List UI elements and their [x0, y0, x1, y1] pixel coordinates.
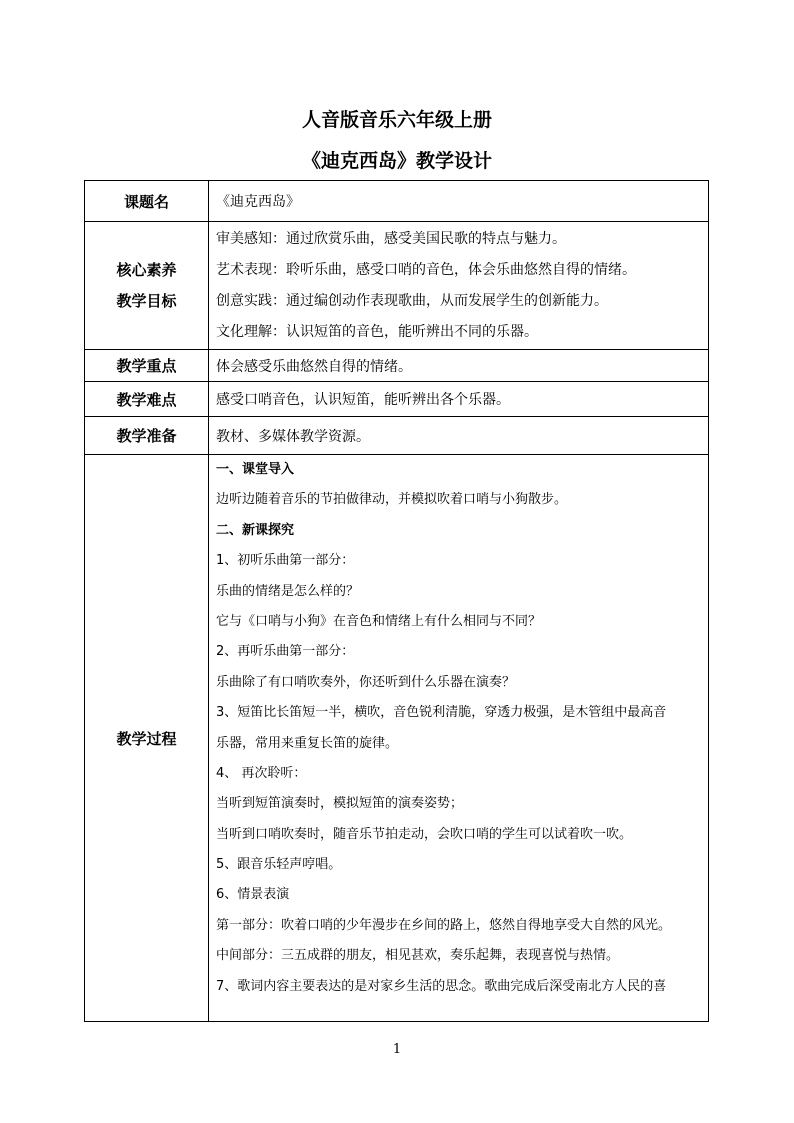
- lesson-plan-table: [84, 180, 709, 1022]
- process-line: 2、再听乐曲第一部分：: [216, 644, 355, 660]
- page-number: 1: [392, 1042, 402, 1057]
- goal-item: 创意实践：通过编创动作表现歌曲，从而发展学生的创新能力。: [216, 292, 608, 309]
- table-row-process: [85, 455, 709, 1022]
- table-row-topic: [85, 181, 709, 222]
- section-heading: 二、新课探究: [216, 522, 295, 538]
- goals-label-line2: 教学目标: [116, 291, 177, 310]
- goal-item: 审美感知：通过欣赏乐曲，感受美国民歌的特点与魅力。: [216, 230, 566, 247]
- process-line: 边听边随着音乐的节拍做律动，并模拟吹着口哨与小狗散步。: [216, 492, 568, 508]
- preparation-label: 教学准备: [85, 417, 209, 455]
- table-row-key-points: [85, 350, 709, 382]
- topic-value: 《迪克西岛》: [209, 181, 709, 222]
- section-heading: 一、课堂导入: [216, 462, 295, 477]
- key-points-value: 体会感受乐曲悠然自得的情绪。: [209, 350, 709, 382]
- goals-content: [209, 222, 709, 350]
- table-row-preparation: [85, 417, 709, 455]
- process-line: 乐曲除了有口哨吹奏外，你还听到什么乐器在演奏？: [216, 674, 516, 690]
- process-line: 它与《口哨与小狗》在音色和情绪上有什么相同与不同？: [216, 613, 542, 629]
- difficulties-value: 感受口哨音色，认识短笛，能听辨出各个乐器。: [209, 382, 709, 417]
- table-row-difficulties: [85, 382, 709, 417]
- process-line: 3、短笛比长笛短一半，横吹，音色锐利清脆，穿透力极强，是木管组中最高音: [216, 705, 667, 721]
- process-content: [209, 455, 709, 1022]
- process-line: 中间部分：三五成群的朋友，相见甚欢，奏乐起舞，表现喜悦与热情。: [216, 948, 620, 964]
- process-line: 1、初听乐曲第一部分：: [216, 553, 355, 569]
- document-subtitle: 《迪克西岛》教学设计: [301, 150, 492, 172]
- process-line: 4、 再次聆听：: [216, 765, 307, 781]
- topic-label: 课题名: [85, 181, 209, 222]
- preparation-value: 教材、多媒体教学资源。: [209, 417, 709, 455]
- process-label: 教学过程: [85, 455, 209, 1022]
- process-line: 乐器，常用来重复长笛的旋律。: [216, 735, 399, 751]
- goal-item: 艺术表现：聆听乐曲，感受口哨的音色，体会乐曲悠然自得的情绪。: [216, 261, 636, 278]
- goal-item: 文化理解：认识短笛的音色，能听辨出不同的乐器。: [216, 323, 538, 340]
- process-line: 第一部分：吹着口哨的少年漫步在乡间的路上，悠然自得地享受大自然的风光。: [216, 917, 672, 933]
- document-title: 人音版音乐六年级上册: [301, 109, 492, 131]
- process-line: 6、情景表演: [216, 887, 290, 903]
- difficulties-label: 教学难点: [85, 382, 209, 417]
- process-line: 乐曲的情绪是怎么样的？: [216, 583, 360, 599]
- goals-label-line1: 核心素养: [116, 260, 177, 279]
- process-line: 7、歌词内容主要表达的是对家乡生活的思念。歌曲完成后深受南北方人民的喜: [216, 978, 667, 994]
- process-line: 当听到口哨吹奏时，随音乐节拍走动，会吹口哨的学生可以试着吹一吹。: [216, 826, 633, 842]
- table-row-goals: [85, 222, 709, 350]
- process-line: 5、跟音乐轻声哼唱。: [216, 857, 342, 873]
- goals-label: [85, 222, 209, 350]
- process-line: 当听到短笛演奏时，模拟短笛的演奏姿势；: [216, 796, 464, 812]
- key-points-label: 教学重点: [85, 350, 209, 382]
